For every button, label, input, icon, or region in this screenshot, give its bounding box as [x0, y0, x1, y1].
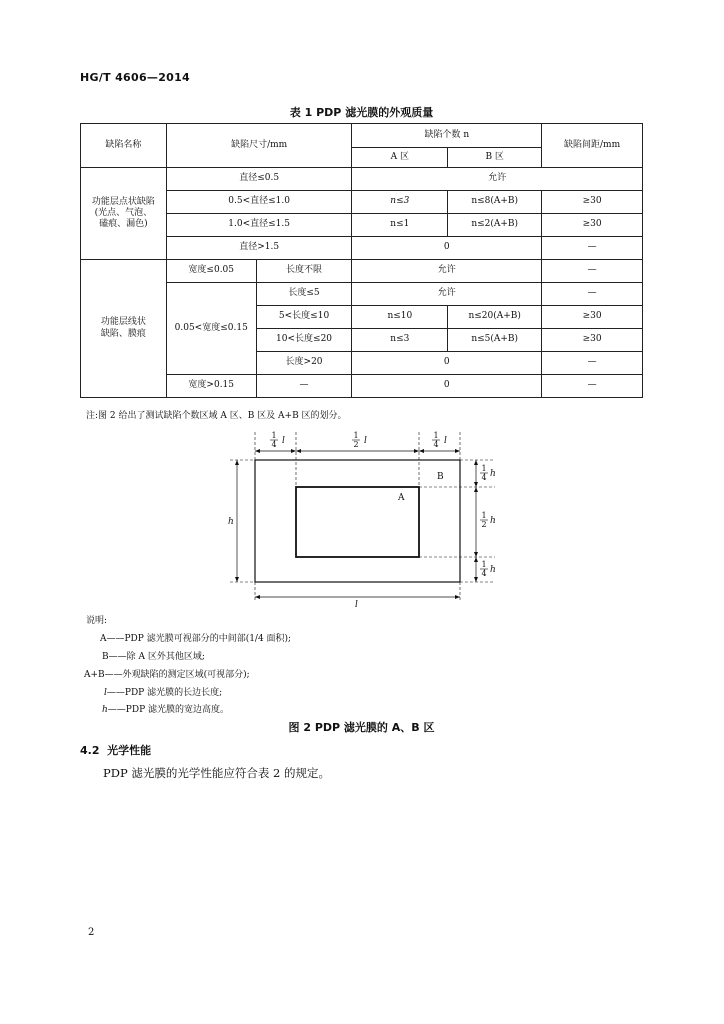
group1-name: 功能层点状缺陷 (光点、气泡、 磕痕、漏色) [81, 168, 167, 260]
table-row: 10<长度≤20 n≤3 n≤5(A+B) ≥30 [81, 329, 643, 352]
svg-text:2: 2 [481, 520, 487, 529]
svg-text:h: h [490, 565, 496, 575]
outer-region-b [255, 460, 460, 582]
table-row: 功能层点状缺陷 (光点、气泡、 磕痕、漏色) 直径≤0.5 允许 [81, 168, 643, 191]
header-defect-spacing: 缺陷间距/mm [542, 124, 643, 168]
label-zone-a: A [398, 493, 405, 503]
section-heading: 4.2 光学性能 [80, 744, 152, 757]
legend-item: A——PDP 滤光膜可视部分的中间部(1/4 面积); [100, 634, 292, 644]
header-defect-name: 缺陷名称 [81, 124, 167, 168]
svg-text:1: 1 [271, 431, 277, 440]
dim-h-label: h [228, 517, 234, 527]
svg-text:2: 2 [353, 440, 359, 449]
header-defect-size: 缺陷尺寸/mm [166, 124, 352, 168]
svg-text:4: 4 [481, 569, 487, 578]
svg-text:l: l [444, 436, 447, 446]
legend-title: 说明: [86, 616, 108, 626]
dim-l-label: l [355, 600, 358, 610]
table-row: 5<长度≤10 n≤10 n≤20(A+B) ≥30 [81, 306, 643, 329]
table-row: 1.0<直径≤1.5 n≤1 n≤2(A+B) ≥30 [81, 214, 643, 237]
table-note: 注:图 2 给出了测试缺陷个数区域 A 区、B 区及 A+B 区的划分。 [86, 411, 347, 421]
section-body: PDP 滤光膜的光学性能应符合表 2 的规定。 [103, 766, 330, 780]
svg-text:1: 1 [433, 431, 439, 440]
table-row: 0.5<直径≤1.0 n≤3 n≤8(A+B) ≥30 [81, 191, 643, 214]
page-number: 2 [88, 927, 95, 938]
svg-text:1: 1 [481, 464, 487, 473]
svg-text:4: 4 [433, 440, 439, 449]
group2-name: 功能层线状 缺陷、膜痕 [81, 260, 167, 398]
table-row: 长度>20 0 — [81, 352, 643, 375]
table-row: 功能层线状 缺陷、膜痕 宽度≤0.05 长度不限 允许 — [81, 260, 643, 283]
svg-text:1: 1 [353, 431, 359, 440]
svg-text:1: 1 [481, 560, 487, 569]
label-zone-b: B [437, 472, 444, 482]
svg-text:h: h [490, 469, 496, 479]
legend-item: h——PDP 滤光膜的宽边高度。 [102, 705, 229, 715]
header-defect-count: 缺陷个数 n [352, 124, 542, 148]
legend-item: l——PDP 滤光膜的长边长度; [104, 688, 223, 698]
svg-text:1: 1 [481, 511, 487, 520]
header-zone-a: A 区 [352, 148, 448, 168]
svg-text:l: l [364, 436, 367, 446]
table-row: 宽度>0.15 — 0 — [81, 375, 643, 398]
standard-code: HG/T 4606—2014 [80, 71, 191, 84]
legend-item: A+B——外观缺陷的测定区域(可视部分); [84, 670, 250, 680]
table-row: 直径>1.5 0 — [81, 237, 643, 260]
header-zone-b: B 区 [448, 148, 542, 168]
figure2-caption: 图 2 PDP 滤光膜的 A、B 区 [288, 721, 435, 734]
table1-caption: 表 1 PDP 滤光膜的外观质量 [289, 106, 434, 119]
svg-text:4: 4 [271, 440, 277, 449]
svg-text:l: l [282, 436, 285, 446]
legend-item: B——除 A 区外其他区域; [102, 652, 205, 662]
svg-text:h: h [490, 516, 496, 526]
svg-text:4: 4 [481, 473, 487, 482]
table-row: 0.05<宽度≤0.15 长度≤5 允许 — [81, 283, 643, 306]
